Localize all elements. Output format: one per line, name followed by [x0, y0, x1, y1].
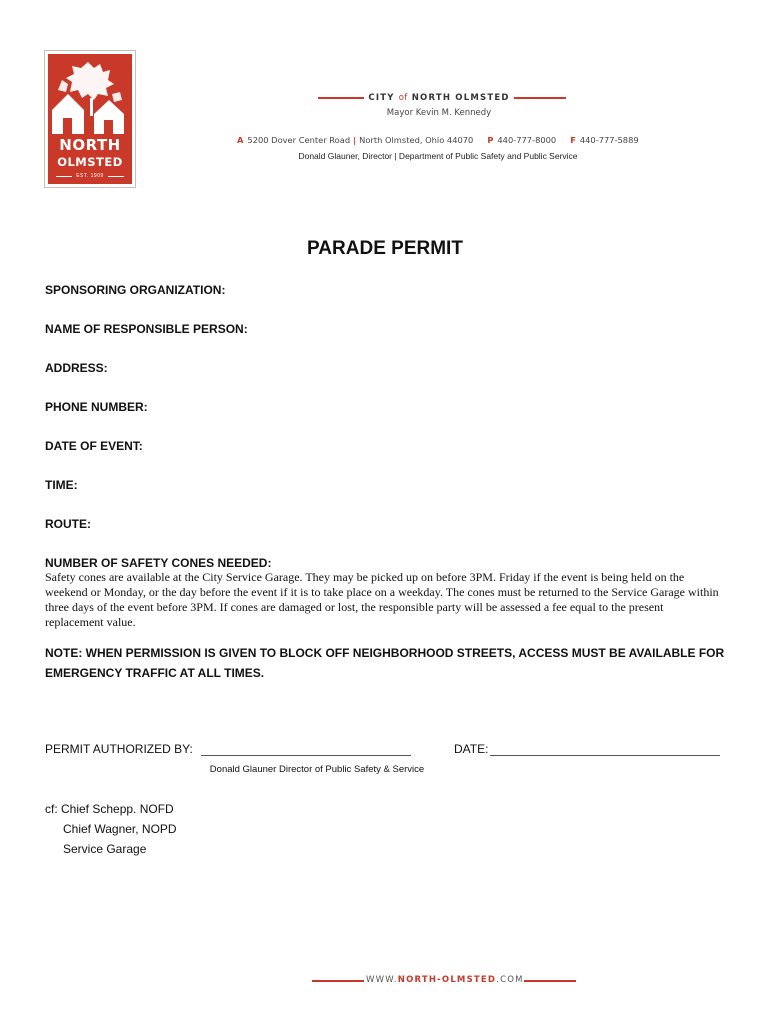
logo-word-olmsted: OLMSTED — [57, 155, 123, 169]
fax-key: F — [570, 135, 576, 145]
city-name: NORTH OLMSTED — [411, 93, 510, 103]
field-sponsoring-organization: SPONSORING ORGANIZATION: — [45, 283, 226, 297]
city-title — [367, 93, 511, 103]
website-suffix: .COM — [496, 975, 524, 985]
director-line: Donald Glauner, Director | Department of Public Safety and Public Service — [298, 151, 578, 161]
address-key: A — [237, 135, 244, 145]
emergency-access-note: NOTE: WHEN PERMISSION IS GIVEN TO BLOCK OFF NEIGHBORHOOD STREETS, ACCESS MUST BE AVAILABLE FOR EMERGENCY TRAFFIC AT ALL TIMES. — [45, 646, 725, 680]
field-date-of-event: DATE OF EVENT: — [45, 439, 143, 453]
page-title: PARADE PERMIT — [307, 238, 463, 259]
field-route: ROUTE: — [45, 517, 91, 531]
logo-established: EST. 1909 — [76, 173, 104, 179]
field-safety-cones: NUMBER OF SAFETY CONES NEEDED: — [45, 556, 272, 570]
field-time: TIME: — [45, 478, 78, 492]
fax-number: 440-777-5889 — [579, 135, 639, 145]
cc-recipient: Service Garage — [63, 842, 147, 856]
website-link[interactable] — [366, 975, 522, 985]
address-city: North Olmsted, Ohio 44070 — [359, 135, 474, 145]
city-logo — [44, 50, 136, 188]
address-street: 5200 Dover Center Road — [247, 135, 351, 145]
logo-rule-right — [108, 176, 124, 177]
logo-word-north: NORTH — [59, 136, 121, 154]
phone-key: P — [487, 135, 494, 145]
address-separator: | — [353, 135, 357, 145]
phone-number: 440-777-8000 — [497, 135, 557, 145]
cc-recipient: cf: Chief Schepp. NOFD — [45, 802, 174, 816]
field-phone-number: PHONE NUMBER: — [45, 400, 148, 414]
date-label: DATE: — [454, 742, 489, 756]
website-prefix: WWW. — [366, 975, 398, 985]
date-line[interactable] — [490, 755, 720, 756]
header-rule-left — [318, 97, 364, 99]
website-domain: NORTH-OLMSTED — [397, 975, 497, 985]
mayor-name: Mayor Kevin M. Kennedy — [386, 108, 492, 118]
footer-rule-left — [312, 980, 364, 982]
city-word: CITY — [368, 93, 395, 103]
safety-cones-instructions: Safety cones are available at the City Service Garage. They may be picked up on before 3PM. Friday if the event is being held on the weekend or Monday, or the day before the event if it is to take place on a weekday. The cones must be returned to the Service Garage within three days of the event before 3PM. If cones are damaged or lost, the responsible party will be assessed a fee equal to the present replacement value. — [45, 570, 719, 629]
field-responsible-person: NAME OF RESPONSIBLE PERSON: — [45, 322, 248, 336]
permit-authorized-label: PERMIT AUTHORIZED BY: — [45, 742, 193, 756]
logo-emblem — [48, 54, 132, 184]
contact-line — [237, 135, 657, 145]
footer-rule-right — [524, 980, 576, 982]
signer-caption: Donald Glauner Director of Public Safety & Service — [209, 764, 425, 775]
copy-recipients — [45, 799, 177, 859]
header-rule-right — [514, 97, 566, 99]
city-of-word: of — [398, 93, 408, 103]
cc-recipient: Chief Wagner, NOPD — [63, 822, 177, 836]
authorized-signature-line[interactable] — [201, 755, 411, 756]
field-address: ADDRESS: — [45, 361, 108, 375]
